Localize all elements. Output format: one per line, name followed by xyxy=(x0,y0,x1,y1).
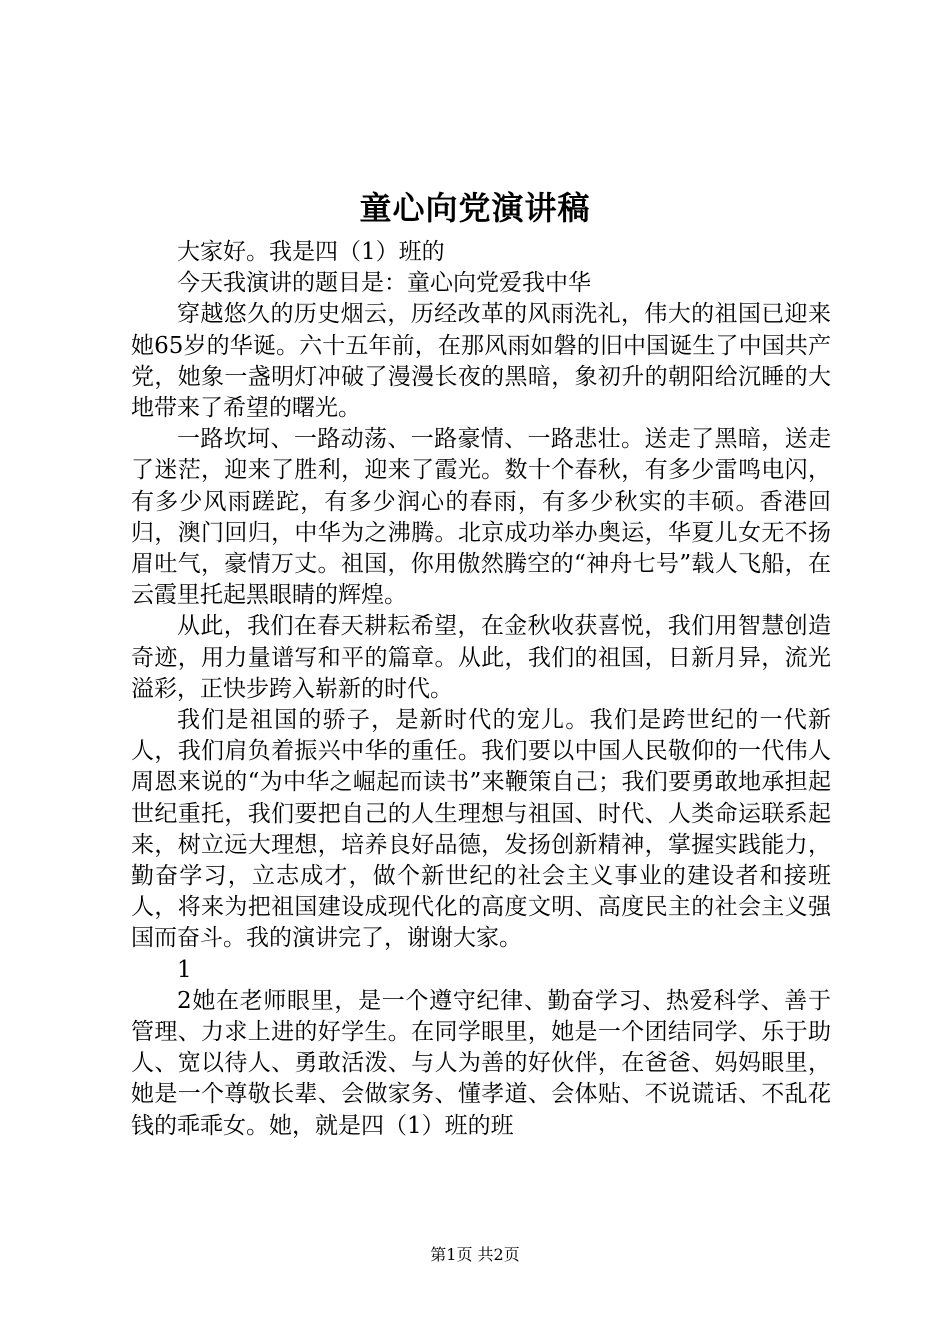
paragraph-student-profile: 2她在老师眼里，是一个遵守纪律、勤奋学习、热爱科学、善于管理、力求上进的好学生。在同学眼里，她是一个团结同学、乐于助人、宽以待人、勇敢活泼、与人为善的好伙伴，在爸爸、妈妈眼里，她是一个尊敬长辈、会做家务、懂孝道、会体贴、不说谎话、不乱花钱的乖乖女。她，就是四（1）班的班 xyxy=(131,987,831,1139)
paragraph-responsibility: 我们是祖国的骄子，是新时代的宠儿。我们是跨世纪的一代新人，我们肩负着振兴中华的重任。我们要以中国人民敬仰的一代伟人周恩来说的“为中华之崛起而读书”来鞭策自己；我们要勇敢地承担起世纪重托，我们要把自己的人生理想与祖国、时代、人类命运联系起来，树立远大理想，培养良好品德，发扬创新精神，掌握实践能力，勤奋学习，立志成才，做个新世纪的社会主义事业的建设者和接班人，将来为把祖国建设成现代化的高度文明、高度民主的社会主义强国而奋斗。我的演讲完了，谢谢大家。 xyxy=(131,707,831,952)
section-number: 1 xyxy=(177,956,192,983)
document-body xyxy=(131,237,831,1142)
paragraph-greeting: 大家好。我是四（1）班的 xyxy=(177,239,445,265)
document-title: 童心向党演讲稿 xyxy=(359,189,591,227)
paragraph-history: 穿越悠久的历史烟云，历经改革的风雨洗礼，伟大的祖国已迎来她65岁的华诞。六十五年前，在那风雨如磐的旧中国诞生了中国共产党，她象一盏明灯冲破了漫漫长夜的黑暗，象初升的朝阳给沉睡的大地带来了希望的曙光。 xyxy=(131,301,831,422)
paragraph-since-then: 从此，我们在春天耕耘希望，在金秋收获喜悦，我们用智慧创造奇迹，用力量谱写和平的篇章。从此，我们的祖国，日新月异，流光溢彩，正快步跨入崭新的时代。 xyxy=(131,613,831,702)
paragraph-journey: 一路坎坷、一路动荡、一路豪情、一路悲壮。送走了黑暗，送走了迷茫，迎来了胜利，迎来了霞光。数十个春秋，有多少雷鸣电闪，有多少风雨蹉跎，有多少润心的春雨，有多少秋实的丰硕。香港回归，澳门回归，中华为之沸腾。北京成功举办奥运，华夏儿女无不扬眉吐气，豪情万丈。祖国，你用傲然腾空的“神舟七号”载人飞船，在云霞里托起黑眼睛的辉煌。 xyxy=(131,426,831,609)
page-number: 第1页 共2页 xyxy=(430,1245,520,1264)
paragraph-topic: 今天我演讲的题目是：童心向党爱我中华 xyxy=(177,270,591,297)
